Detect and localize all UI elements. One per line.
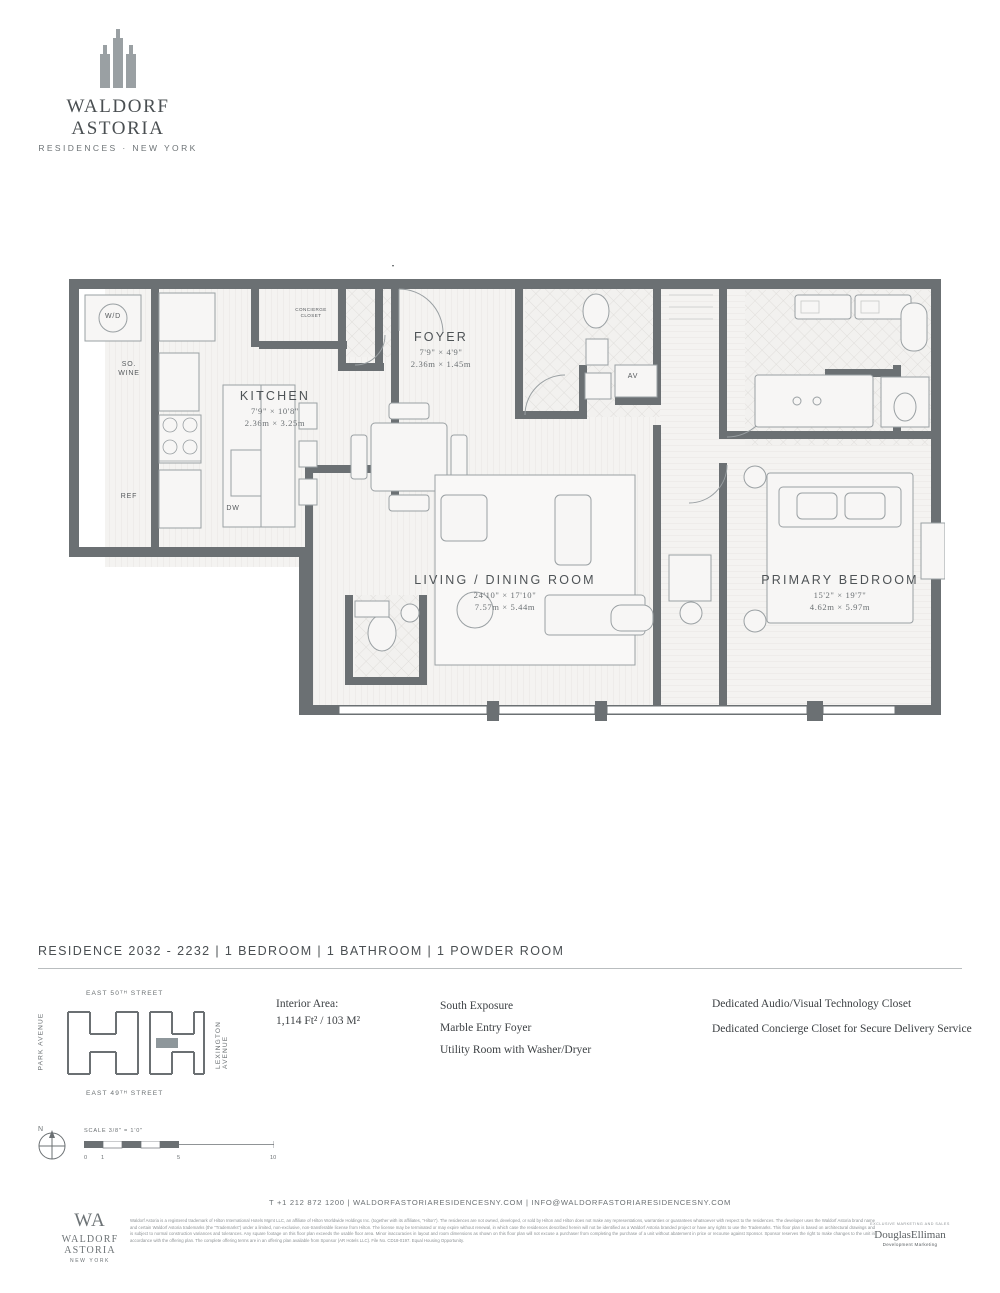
footer-contact[interactable]: T +1 212 872 1200 | WALDORFASTORIARESIDENCESNY.COM | INFO@WALDORFASTORIARESIDENCESNY.COM [268, 1198, 732, 1207]
feature-item: Utility Room with Washer/Dryer [440, 1043, 592, 1056]
scale-bar [84, 1128, 277, 1165]
keyplan-street-bottom: EAST 49ᵀᴴ STREET [86, 1090, 164, 1097]
interior-area-label: Interior Area: [276, 998, 339, 1010]
title-divider [38, 968, 962, 969]
legal-disclaimer: Waldorf Astoria is a registered trademark of Hilton International Hotels Mgmt LLC, an affiliate of Hilton Worldwide Holdings Inc. (together with its affiliates, “Hilton”). The residences are not owned, developed, or sold by Hilton and Hilton does not make any representations, warranties or guarantees whatsoever with respect to the residences. The developer uses the Waldorf Astoria brand name and certain Waldorf Astoria trademarks (the “Trademarks”) under a limited, non-exclusive, non-transferable license from Hilton. The license may be terminated or may expire without renewal, in which case the residences described herein will not be identified as a Waldorf Astoria branded project or have any rights to use the Trademarks. This floor plan is based on architectural drawings and is subject to normal construction variances and tolerances. Any square footage on this floor plan exceeds the usable floor area. Minor inaccuracies in layout and room dimensions as shown on this floor plan will not excuse a purchaser from completing the purchase of a unit without abatement in price or recourse against Sponsor. Sponsor reserves the right to make changes to the unit in accordance with the offering plan. The complete offering terms are in an offering plan available from Sponsor (AR Hotels LLC). File No. CD18-0197. Equal Housing Opportunity. [130, 1218, 875, 1243]
label-washer-dryer: W/D [104, 313, 121, 320]
footer-monogram: WA [74, 1210, 106, 1231]
feature-item: Dedicated Audio/Visual Technology Closet [712, 998, 912, 1010]
label-av-closet: AV [627, 373, 639, 380]
room-label-living-dining: LIVING / DINING ROOM 24'10" × 17'10" 7.57m × 5.44m [414, 573, 596, 612]
waldorf-towers-icon [28, 30, 208, 88]
broker-sub: Development Marketing [882, 1242, 938, 1247]
compass-rose [30, 1122, 74, 1166]
room-label-primary-bedroom: PRIMARY BEDROOM 15'2" × 19'7" 4.62m × 5.97m [761, 573, 919, 612]
label-refrigerator: REF [120, 493, 138, 500]
footer-brand-sub: NEW YORK [70, 1258, 110, 1264]
scale-graphic [84, 1141, 274, 1150]
keyplan-street-right: LEXINGTON AVENUE [214, 1021, 229, 1069]
floor-plan-drawing [55, 265, 945, 765]
floor-plan-svg [55, 265, 945, 765]
room-label-foyer: FOYER 7'9" × 4'9" 2.36m × 1.45m [410, 330, 472, 369]
feature-item: Dedicated Concierge Closet for Secure Delivery Service [712, 1023, 972, 1036]
scale-label: SCALE 3/8" = 1'0" [84, 1128, 143, 1134]
feature-item: Marble Entry Foyer [440, 1021, 532, 1034]
brand-subtitle: RESIDENCES · NEW YORK [38, 143, 198, 153]
label-concierge-closet: CONCIERGE CLOSET [295, 307, 327, 319]
svg-text:N: N [38, 1126, 44, 1133]
scale-ticks: 0 1 5 10 [84, 1155, 277, 1161]
keyplan-unit-highlight [156, 1038, 178, 1048]
interior-area-value: 1,114 Ft² / 103 M² [276, 1014, 361, 1027]
footer-brand-logo [35, 1210, 145, 1264]
feature-list-middle [440, 996, 700, 1062]
room-label-kitchen: KITCHEN 7'9" × 10'8" 2.36m × 3.25m [239, 389, 311, 428]
residence-title: RESIDENCE 2032 - 2232 | 1 BEDROOM | 1 BATHROOM | 1 POWDER ROOM [38, 944, 565, 958]
feature-list-right [712, 996, 972, 1046]
key-plan [30, 990, 240, 1100]
footer-brand-name: WALDORF ASTORIA [61, 1234, 119, 1256]
brand-logo [28, 30, 208, 153]
keyplan-street-top: EAST 50ᵀᴴ STREET [86, 990, 164, 997]
broker-name: DouglasElliman [874, 1229, 946, 1241]
keyplan-shape [60, 1004, 210, 1082]
brand-name: WALDORF ASTORIA [66, 96, 170, 139]
label-so-wine: SO. WINE [118, 361, 140, 378]
broker-eyebrow: EXCLUSIVE MARKETING AND SALES [870, 1222, 950, 1226]
label-dishwasher: DW [226, 505, 240, 512]
feature-item: South Exposure [440, 1000, 514, 1012]
keyplan-street-left: PARK AVENUE [37, 1012, 45, 1071]
broker-block [850, 1222, 970, 1247]
interior-area-block [276, 996, 426, 1029]
